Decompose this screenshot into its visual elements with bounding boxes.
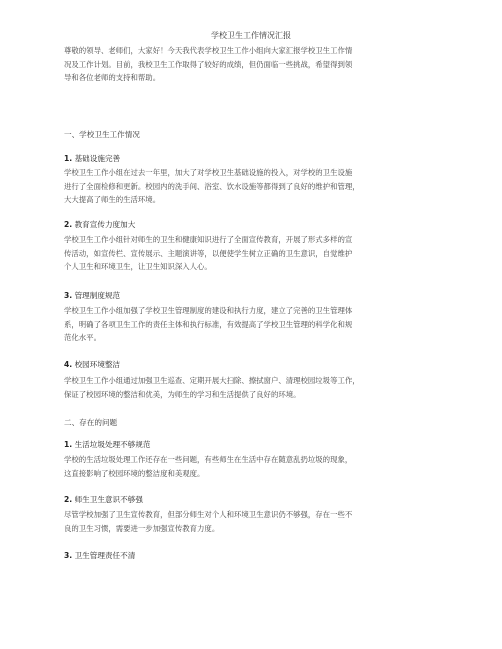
paragraph-line: 学校的生活垃圾处理工作还存在一些问题，有些师生在生活中存在随意乱扔垃圾的现象， <box>64 455 353 464</box>
paragraph-line: 尽管学校加强了卫生宣传教育，但部分师生对个人和环境卫生意识仍不够强，存在一些不 <box>64 510 353 519</box>
page-title: 学校卫生工作情况汇报 <box>211 31 291 40</box>
paragraph-line: 学校卫生工作小组针对师生的卫生和健康知识进行了全面宣传教育，开展了形式多样的宣 <box>64 235 353 244</box>
paragraph-line: 这直接影响了校园环境的整洁度和美观度。 <box>64 468 205 478</box>
paragraph-line: 学校卫生工作小组通过加强卫生巡查、定期开展大扫除、擦拭窗户、清理校园垃圾等工作， <box>64 376 360 385</box>
section-heading: 一、学校卫生工作情况 <box>64 130 140 139</box>
item-title: 师生卫生意识不够强 <box>74 495 143 504</box>
paragraph-line: 个人卫生和环境卫生，让卫生知识深入人心。 <box>64 262 212 271</box>
paragraph-line: 尊敬的领导、老师们，大家好！今天我代表学校卫生工作小组向大家汇报学校卫生工作情 <box>64 46 353 55</box>
item-heading <box>64 495 434 505</box>
item-title: 校园环境整洁 <box>74 360 121 369</box>
item-number: 2. <box>64 220 73 229</box>
item-heading <box>64 291 434 301</box>
item-heading <box>64 551 434 561</box>
paragraph-line: 传活动，如宣传栏、宣传展示、主题演讲等，以便使学生树立正确的卫生意识，自觉维护 <box>64 248 353 258</box>
item-number: 1. <box>64 154 73 163</box>
item-title: 生活垃圾处理不够规范 <box>74 440 151 449</box>
item-number: 1. <box>64 440 73 449</box>
item-number: 4. <box>64 360 73 369</box>
item-body <box>64 508 434 535</box>
item-body <box>64 453 434 480</box>
paragraph-line: 况及工作计划。目前，我校卫生工作取得了较好的成绩，但仍面临一些挑战，希望得到领 <box>64 59 353 69</box>
item-body <box>64 166 434 207</box>
paragraph-line: 进行了全面检修和更新。校园内的洗手间、浴室、饮水设施等都得到了良好的维护和管理， <box>64 181 360 191</box>
paragraph-line: 大大提高了师生的生活环境。 <box>64 195 161 204</box>
item-body <box>64 233 434 274</box>
item-title: 基础设施完善 <box>74 154 121 163</box>
item-heading <box>64 440 434 450</box>
paragraph-line: 学校卫生工作小组在过去一年里，加大了对学校卫生基础设施的投入，对学校的卫生设施 <box>64 168 353 177</box>
item-heading <box>64 220 434 230</box>
paragraph-line: 良的卫生习惯，需要进一步加强宣传教育力度。 <box>64 523 220 533</box>
paragraph-line: 导和各位老师的支持和帮助。 <box>64 73 161 82</box>
item-number: 3. <box>64 551 73 560</box>
item-body <box>64 374 434 401</box>
item-heading <box>64 360 434 370</box>
paragraph-line: 系，明确了各项卫生工作的责任主体和执行标准，有效提高了学校卫生管理的科学化和规 <box>64 319 353 329</box>
item-body <box>64 304 434 345</box>
item-title: 教育宣传力度加大 <box>74 220 136 229</box>
intro-paragraph <box>64 44 434 85</box>
item-number: 2. <box>64 495 73 504</box>
paragraph-line: 范化水平。 <box>64 333 101 342</box>
paragraph-line: 保证了校园环境的整洁和优美，为师生的学习和生活提供了良好的环境。 <box>64 389 301 399</box>
section-heading: 二、存在的问题 <box>64 418 118 427</box>
item-title: 卫生管理责任不清 <box>74 551 136 560</box>
item-heading <box>64 154 434 164</box>
item-title: 管理制度规范 <box>74 291 121 300</box>
paragraph-line: 学校卫生工作小组加强了学校卫生管理制度的建设和执行力度，建立了完善的卫生管理体 <box>64 306 353 315</box>
item-number: 3. <box>64 291 73 300</box>
